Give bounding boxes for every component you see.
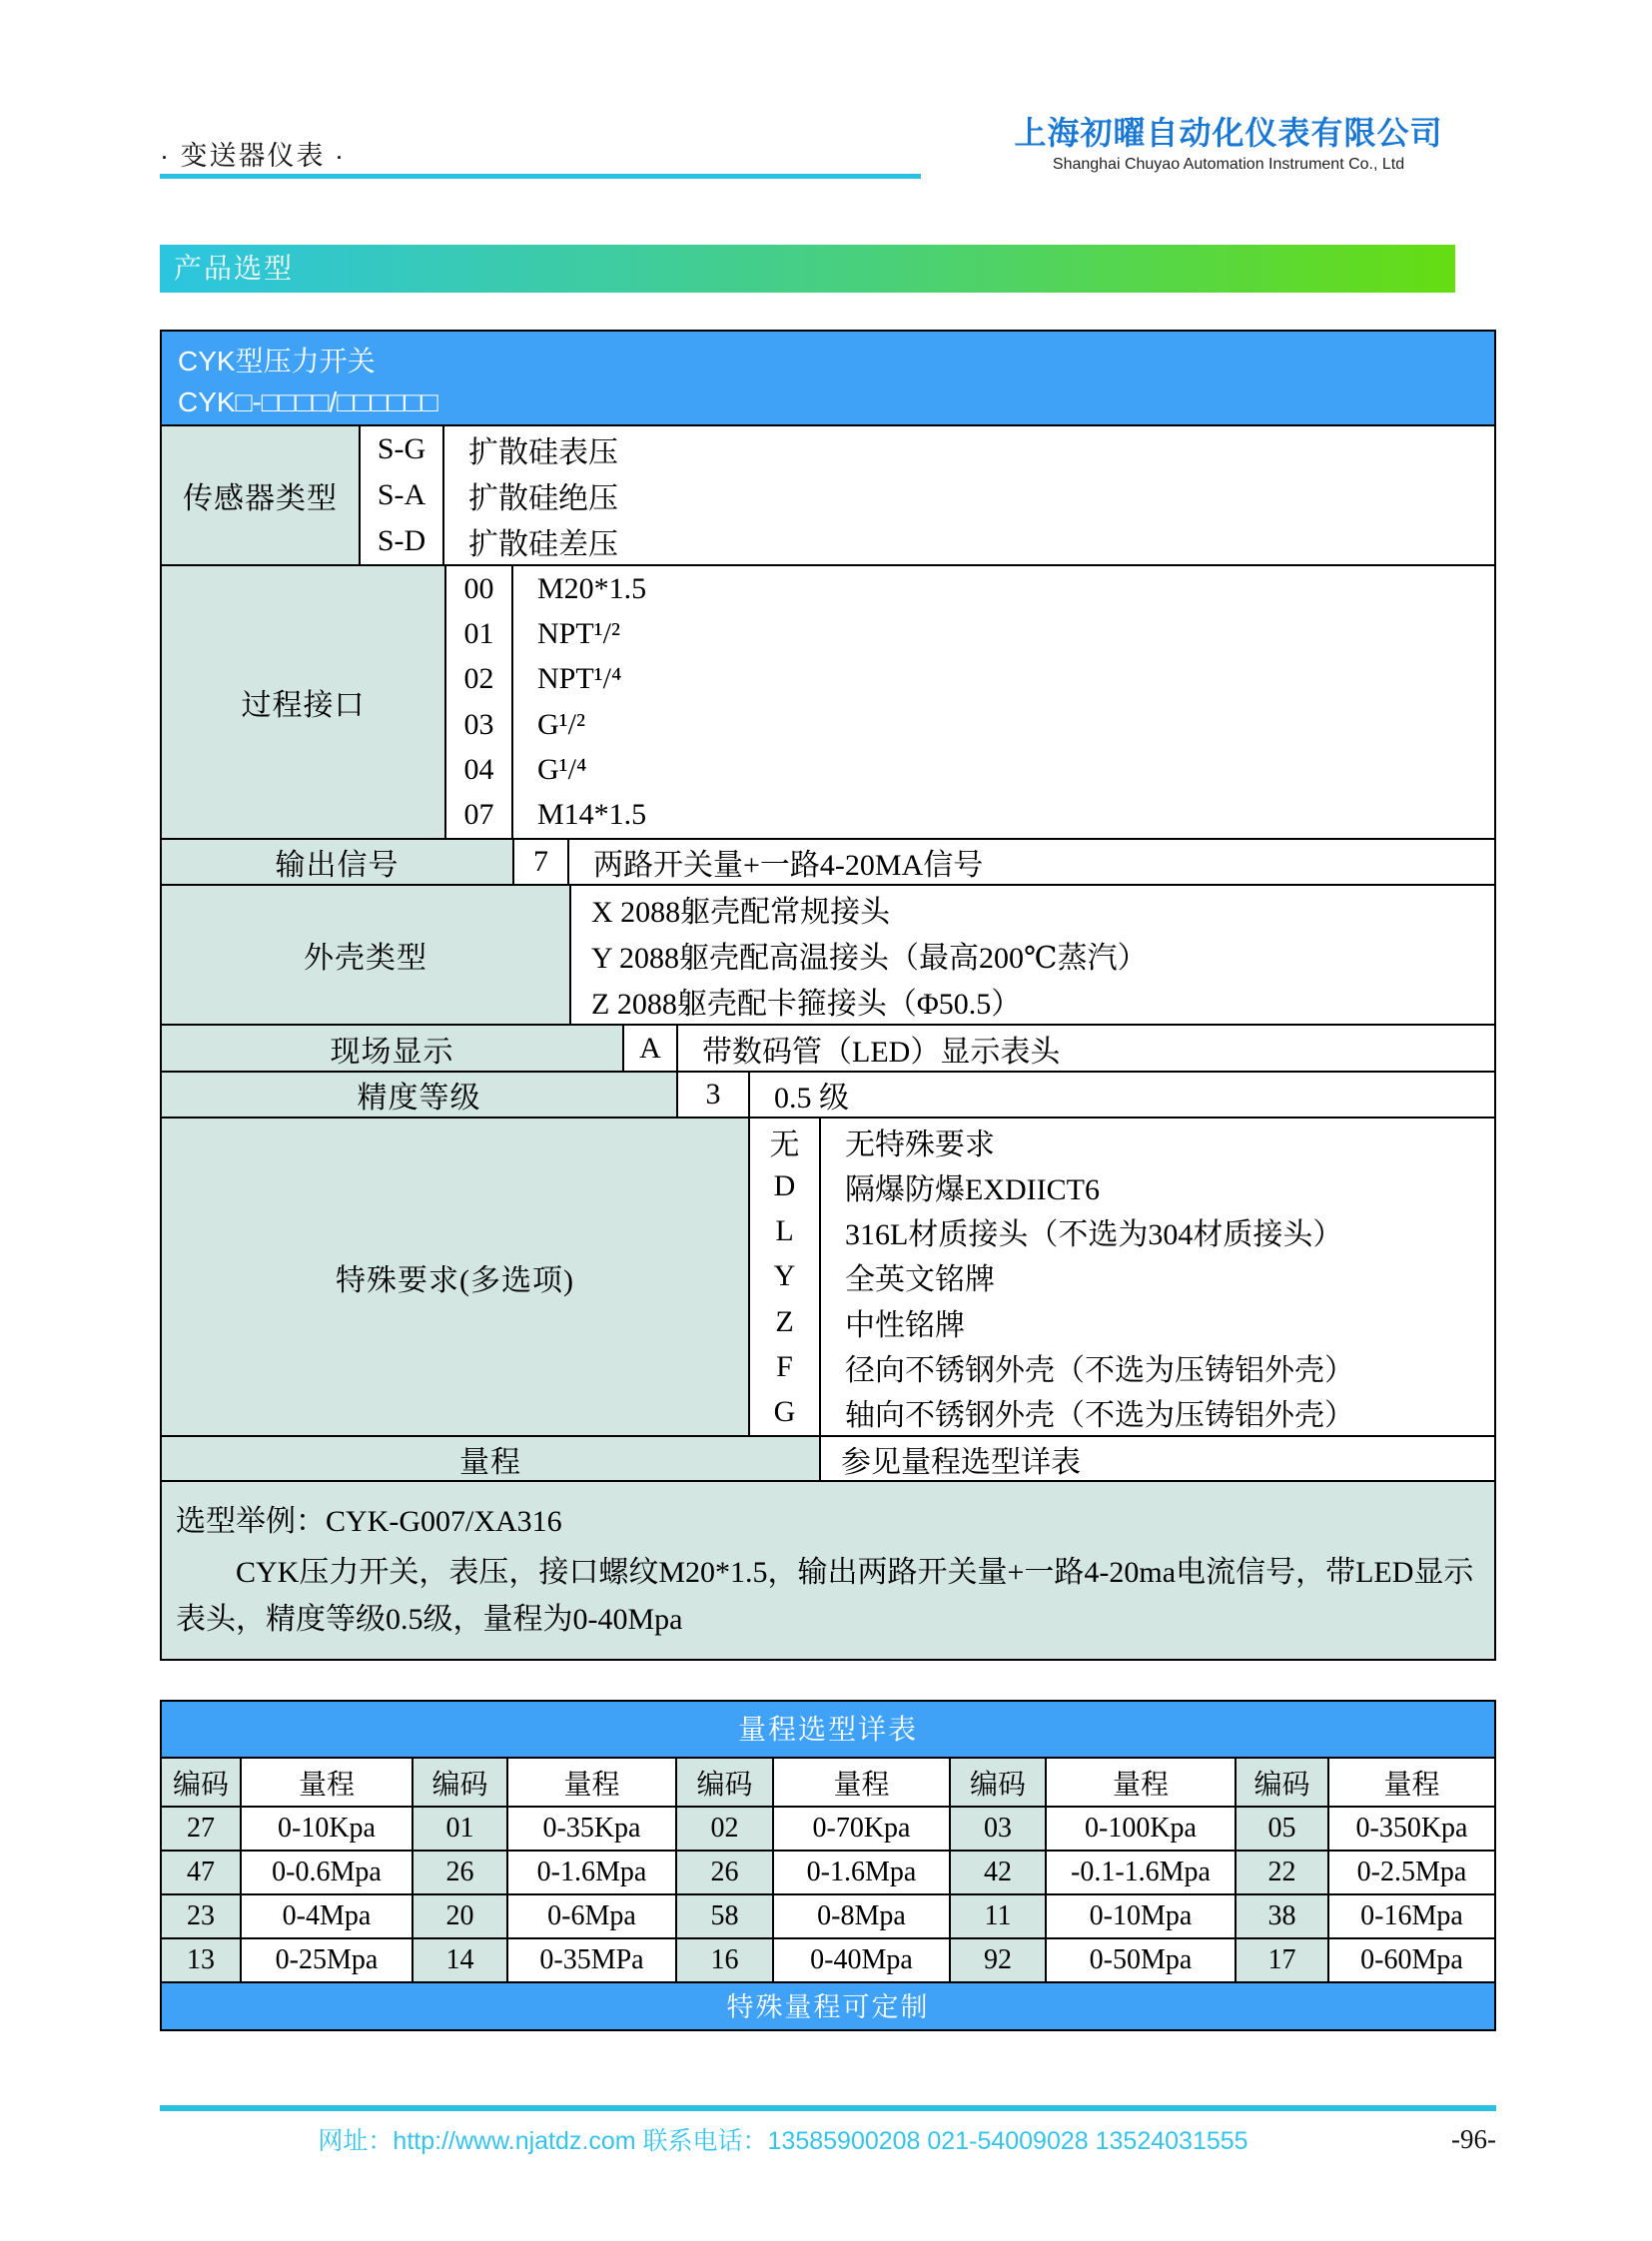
option-row (821, 1437, 1494, 1481)
option-code: F (750, 1344, 821, 1389)
section-banner: 产品选型 (160, 245, 1455, 293)
company-name-cn: 上海初曜自动化仪表有限公司 (1014, 115, 1443, 151)
group-label: 输出信号 (162, 840, 514, 884)
range-table-row (162, 1893, 1494, 1937)
col-header-range: 量程 (508, 1759, 677, 1806)
range-value: 0-16Mpa (1360, 1900, 1463, 1931)
option-code: 02 (446, 657, 513, 702)
option-desc: 0.5 级 (774, 1082, 849, 1115)
range-value: 0-6Mpa (508, 1895, 677, 1937)
col-header-range: 量程 (1383, 1769, 1440, 1801)
option-row (514, 840, 1494, 884)
page-footer (160, 2121, 1496, 2157)
option-row (446, 566, 1494, 611)
option-code: Z (750, 1299, 821, 1344)
group-options (624, 1026, 1494, 1071)
range-code: 22 (1237, 1852, 1329, 1893)
option-desc: 扩散硅差压 (468, 528, 618, 561)
model-table-title-line1: CYK型压力开关 (178, 346, 376, 376)
option-desc: 参见量程选型详表 (841, 1446, 1081, 1479)
range-table-row (162, 1937, 1494, 1981)
range-code: 11 (951, 1895, 1047, 1937)
range-value: -0.1-1.6Mpa (1047, 1852, 1237, 1893)
option-desc: 隔爆防爆EXDIICT6 (845, 1172, 1100, 1206)
option-desc: 316L材质接头（不选为304材质接头） (845, 1218, 1343, 1252)
option-row (446, 657, 1494, 702)
group-options (821, 1437, 1494, 1480)
option-code: 3 (678, 1073, 750, 1117)
option-row (750, 1254, 1494, 1299)
option-desc: G¹/⁴ (537, 752, 587, 786)
range-code: 38 (1237, 1895, 1329, 1937)
option-desc: NPT¹/² (537, 616, 620, 650)
range-code: 02 (677, 1808, 774, 1850)
range-table-title: 量程选型详表 (162, 1702, 1494, 1757)
range-table-header-row (162, 1757, 1494, 1806)
option-desc: 扩散硅表压 (468, 436, 618, 469)
range-code: 01 (413, 1808, 508, 1850)
col-header-code: 编码 (1237, 1759, 1329, 1806)
range-value: 0-1.6Mpa (508, 1852, 677, 1893)
group-label: 外壳类型 (162, 886, 571, 1024)
group-special-requirements (162, 1117, 1494, 1435)
range-code: 47 (162, 1852, 242, 1893)
group-options (750, 1119, 1494, 1435)
range-value: 0-1.6Mpa (774, 1852, 951, 1893)
range-selection-table (160, 1700, 1496, 2031)
range-code: 14 (413, 1939, 508, 1981)
range-value: 0-100Kpa (1047, 1808, 1237, 1850)
option-row (678, 1073, 1494, 1117)
range-value: 0-60Mpa (1360, 1944, 1463, 1975)
option-row (361, 426, 1494, 472)
option-row (446, 747, 1494, 792)
range-code: 26 (413, 1852, 508, 1893)
group-label: 现场显示 (162, 1026, 624, 1071)
option-code: 00 (446, 566, 513, 611)
range-code: 17 (1237, 1939, 1329, 1981)
footer-divider (160, 2105, 1496, 2111)
option-code: S-G (361, 426, 444, 472)
range-value: 0-50Mpa (1047, 1939, 1237, 1981)
group-range (162, 1435, 1494, 1480)
option-code: L (750, 1209, 821, 1254)
option-desc: M20*1.5 (537, 571, 647, 605)
group-label: 过程接口 (162, 566, 446, 838)
group-label: 量程 (162, 1437, 821, 1480)
option-row (446, 793, 1494, 838)
col-header-range: 量程 (774, 1759, 951, 1806)
group-sensor-type (162, 424, 1494, 564)
group-process-connection (162, 564, 1494, 838)
option-code: 07 (446, 793, 513, 838)
range-code: 92 (951, 1939, 1047, 1981)
option-row (571, 978, 1494, 1024)
group-options (514, 840, 1494, 884)
range-value: 0-10Mpa (1047, 1895, 1237, 1937)
col-header-code: 编码 (677, 1759, 774, 1806)
range-value: 0-2.5Mpa (1356, 1857, 1467, 1887)
range-table-row (162, 1806, 1494, 1850)
col-header-code: 编码 (413, 1759, 508, 1806)
range-code: 03 (951, 1808, 1047, 1850)
option-code: S-D (361, 518, 444, 564)
option-desc: G¹/² (537, 707, 585, 741)
range-value: 0-70Kpa (774, 1808, 951, 1850)
option-desc: 径向不锈钢外壳（不选为压铸铝外壳） (845, 1354, 1354, 1388)
range-code: 20 (413, 1895, 508, 1937)
group-options (361, 426, 1494, 564)
range-value: 0-40Mpa (774, 1939, 951, 1981)
section-label: · 变送器仪表 · (160, 141, 346, 171)
option-desc: 两路开关量+一路4-20MA信号 (593, 849, 984, 882)
model-table-title-line2: CYK□-□□□□/□□□□□□ (178, 386, 438, 417)
range-code: 27 (162, 1808, 242, 1850)
range-code: 26 (677, 1852, 774, 1893)
option-desc: X 2088躯壳配常规接头 (591, 896, 891, 929)
col-header-code: 编码 (162, 1759, 242, 1806)
option-desc: M14*1.5 (537, 798, 647, 832)
range-value: 0-35Kpa (508, 1808, 677, 1850)
option-row (446, 702, 1494, 747)
option-row (446, 611, 1494, 656)
range-code: 23 (162, 1895, 242, 1937)
range-value: 0-25Mpa (242, 1939, 413, 1981)
option-code: S-A (361, 472, 444, 518)
option-desc: 带数码管（LED）显示表头 (702, 1035, 1061, 1069)
col-header-code: 编码 (951, 1759, 1047, 1806)
option-code: 04 (446, 747, 513, 792)
option-desc: Y 2088躯壳配高温接头（最高200℃蒸汽） (591, 942, 1148, 975)
group-output-signal (162, 838, 1494, 884)
footer-contact-info: 网址：http://www.njatdz.com 联系电话：13585900208 021-54009028 13524031555 (318, 2127, 1248, 2155)
option-row (624, 1026, 1494, 1071)
range-value: 0-8Mpa (774, 1895, 951, 1937)
header-divider (160, 174, 921, 179)
range-value: 0-350Kpa (1355, 1813, 1468, 1844)
option-row (571, 886, 1494, 932)
range-code: 13 (162, 1939, 242, 1981)
group-options (678, 1073, 1494, 1117)
option-row (361, 518, 1494, 564)
option-row (750, 1119, 1494, 1163)
option-code: G (750, 1390, 821, 1435)
option-code: D (750, 1163, 821, 1208)
option-code: A (624, 1026, 678, 1071)
group-field-display (162, 1024, 1494, 1071)
range-code: 16 (677, 1939, 774, 1981)
range-value: 0-35MPa (508, 1939, 677, 1981)
group-label: 传感器类型 (162, 426, 361, 564)
model-table-title (162, 332, 1494, 424)
option-code: 01 (446, 611, 513, 656)
page-number: -96- (1451, 2123, 1496, 2154)
range-value: 0-0.6Mpa (242, 1852, 413, 1893)
option-desc: Z 2088躯壳配卡箍接头（Φ50.5） (591, 988, 1022, 1021)
col-header-range: 量程 (242, 1759, 413, 1806)
option-row (361, 472, 1494, 518)
option-row (750, 1344, 1494, 1389)
option-code: 03 (446, 702, 513, 747)
option-code: Y (750, 1254, 821, 1299)
group-options (446, 566, 1494, 838)
option-row (750, 1209, 1494, 1254)
option-row (750, 1163, 1494, 1208)
selection-example (162, 1480, 1494, 1659)
model-selection-table (160, 330, 1496, 1661)
option-row (571, 932, 1494, 978)
option-row (750, 1299, 1494, 1344)
option-desc: 轴向不锈钢外壳（不选为压铸铝外壳） (845, 1399, 1354, 1433)
example-description: CYK压力开关，表压，接口螺纹M20*1.5，输出两路开关量+一路4-20ma电流信号，带LED显示表头，精度等级0.5级，量程为0-40Mpa (176, 1556, 1474, 1636)
range-value: 0-10Kpa (242, 1808, 413, 1850)
option-desc: 扩散硅绝压 (468, 482, 618, 515)
group-accuracy-class (162, 1071, 1494, 1117)
range-code: 42 (951, 1852, 1047, 1893)
option-desc: 无特殊要求 (845, 1127, 995, 1161)
option-desc: 全英文铭牌 (845, 1263, 995, 1297)
range-table-footer-note: 特殊量程可定制 (162, 1981, 1494, 2029)
company-name-en: Shanghai Chuyao Automation Instrument Co., Ltd (1052, 156, 1405, 173)
option-code: 7 (514, 840, 569, 884)
option-desc: NPT¹/⁴ (537, 662, 622, 696)
group-label: 特殊要求(多选项) (162, 1119, 750, 1435)
example-model-code: 选型举例：CYK-G007/XA316 (176, 1505, 562, 1538)
option-code: 无 (750, 1119, 821, 1163)
group-options (571, 886, 1494, 1024)
col-header-range: 量程 (1047, 1759, 1237, 1806)
group-housing-type (162, 884, 1494, 1024)
option-desc: 中性铭牌 (845, 1308, 965, 1342)
group-label: 精度等级 (162, 1073, 678, 1117)
range-value: 0-4Mpa (242, 1895, 413, 1937)
option-row (750, 1390, 1494, 1435)
company-logo (969, 108, 1488, 174)
range-table-row (162, 1850, 1494, 1893)
range-code: 05 (1237, 1808, 1329, 1850)
range-code: 58 (677, 1895, 774, 1937)
